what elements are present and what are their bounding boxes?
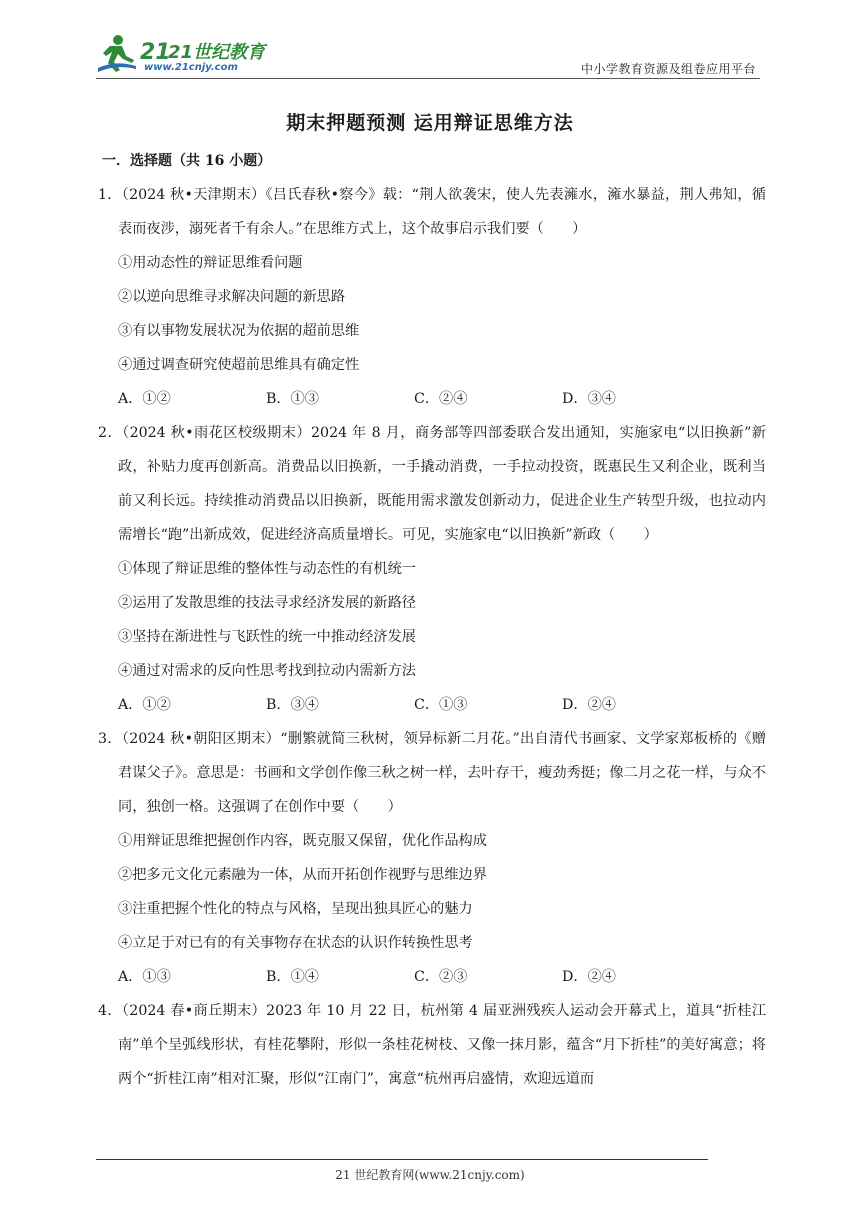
- option-statement: ②把多元文化元素融为一体，从而开拓创作视野与思维边界: [118, 867, 487, 883]
- choice-c[interactable]: C．②④: [414, 391, 468, 407]
- question-1: [98, 178, 766, 416]
- svg-text:21: 21: [140, 40, 171, 65]
- site-logo[interactable]: [96, 32, 266, 78]
- choice-c[interactable]: C．②③: [414, 969, 468, 985]
- question-3: [98, 722, 766, 994]
- answer-choices: [98, 960, 766, 994]
- question-stem: 2．（2024 秋•雨花区校级期末）2024 年 8 月，商务部等四部委联合发出通知，实施家电“以旧换新”新政，补贴力度再创新高。消费品以旧换新，一手撬动消费，一手拉动投资，既惠民生又利企业，既利当前又利长远。持续推动消费品以旧换新，既能用需求激发创新动力，促进企业生产转型升级，也拉动内需增长“跑”出新成效，促进经济高质量增长。可见，实施家电“以旧换新”新政（ ）: [98, 425, 766, 543]
- question-4: [98, 994, 766, 1096]
- option-statement: ③注重把握个性化的特点与风格，呈现出独具匠心的魅力: [118, 901, 473, 917]
- choice-d[interactable]: D．②④: [562, 697, 616, 713]
- page-header: [0, 0, 860, 90]
- choice-d[interactable]: D．②④: [562, 969, 616, 985]
- question-stem: 1．（2024 秋•天津期末）《吕氏春秋•察今》载：“荆人欲袭宋，使人先表澭水，澭水暴益，荆人弗知，循表而夜涉，溺死者千有余人。”在思维方式上，这个故事启示我们要（ ）: [98, 187, 766, 237]
- option-statement: ③有以事物发展状况为依据的超前思维: [118, 323, 360, 339]
- choice-c[interactable]: C．①③: [414, 697, 468, 713]
- answer-choices: [98, 382, 766, 416]
- question-list: [98, 178, 766, 1096]
- page-footer: 21 世纪教育网(www.21cnjy.com): [335, 1168, 525, 1182]
- question-stem: 4．（2024 春•商丘期末）2023 年 10 月 22 日，杭州第 4 届亚洲残疾人运动会开幕式上，道具“折桂江南”单个呈弧线形状，有桂花攀附，形似一条桂花树枝、又像一抹月影，蕴含“月下折桂”的美好寓意；将两个“折桂江南”相对汇聚，形似“江南门”，寓意“杭州再启盛情，欢迎远道而: [98, 1003, 766, 1087]
- logo-text: 21世纪教育: [168, 42, 266, 63]
- footer-divider: [96, 1159, 708, 1160]
- choice-a[interactable]: A．①②: [118, 391, 171, 407]
- question-stem: 3．（2024 秋•朝阳区期末）“删繁就简三秋树，领异标新二月花。”出自清代书画家、文学家郑板桥的《赠君谋父子》。意思是：书画和文学创作像三秋之树一样，去叶存干，瘦劲秀挺；像二月之花一样，与众不同，独创一格。这强调了在创作中要（ ）: [98, 731, 766, 815]
- choice-b[interactable]: B．③④: [266, 697, 319, 713]
- option-statement: ①用动态性的辩证思维看问题: [118, 255, 303, 271]
- choice-d[interactable]: D．③④: [562, 391, 616, 407]
- page-title: 期末押题预测 运用辩证思维方法: [286, 112, 574, 134]
- choice-b[interactable]: B．①④: [266, 969, 319, 985]
- option-statement: ①体现了辩证思维的整体性与动态性的有机统一: [118, 561, 416, 577]
- option-statement: ②以逆向思维寻求解决问题的新思路: [118, 289, 346, 305]
- answer-choices: [98, 688, 766, 722]
- section-heading: 一．选择题（共 16 小题）: [102, 153, 272, 169]
- option-statement: ①用辩证思维把握创作内容，既克服又保留，优化作品构成: [118, 833, 487, 849]
- option-statement: ④立足于对已有的有关事物存在状态的认识作转换性思考: [118, 935, 473, 951]
- option-statement: ④通过调查研究使超前思维具有确定性: [118, 357, 360, 373]
- header-divider: [96, 78, 760, 79]
- question-2: [98, 416, 766, 722]
- logo-url: www.21cnjy.com: [144, 62, 238, 73]
- choice-a[interactable]: A．①②: [118, 697, 171, 713]
- option-statement: ④通过对需求的反向性思考找到拉动内需新方法: [118, 663, 416, 679]
- option-statement: ③坚持在渐进性与飞跃性的统一中推动经济发展: [118, 629, 416, 645]
- platform-name: 中小学教育资源及组卷应用平台: [580, 62, 756, 76]
- choice-b[interactable]: B．①③: [266, 391, 319, 407]
- option-statement: ②运用了发散思维的技法寻求经济发展的新路径: [118, 595, 416, 611]
- choice-a[interactable]: A．①③: [118, 969, 171, 985]
